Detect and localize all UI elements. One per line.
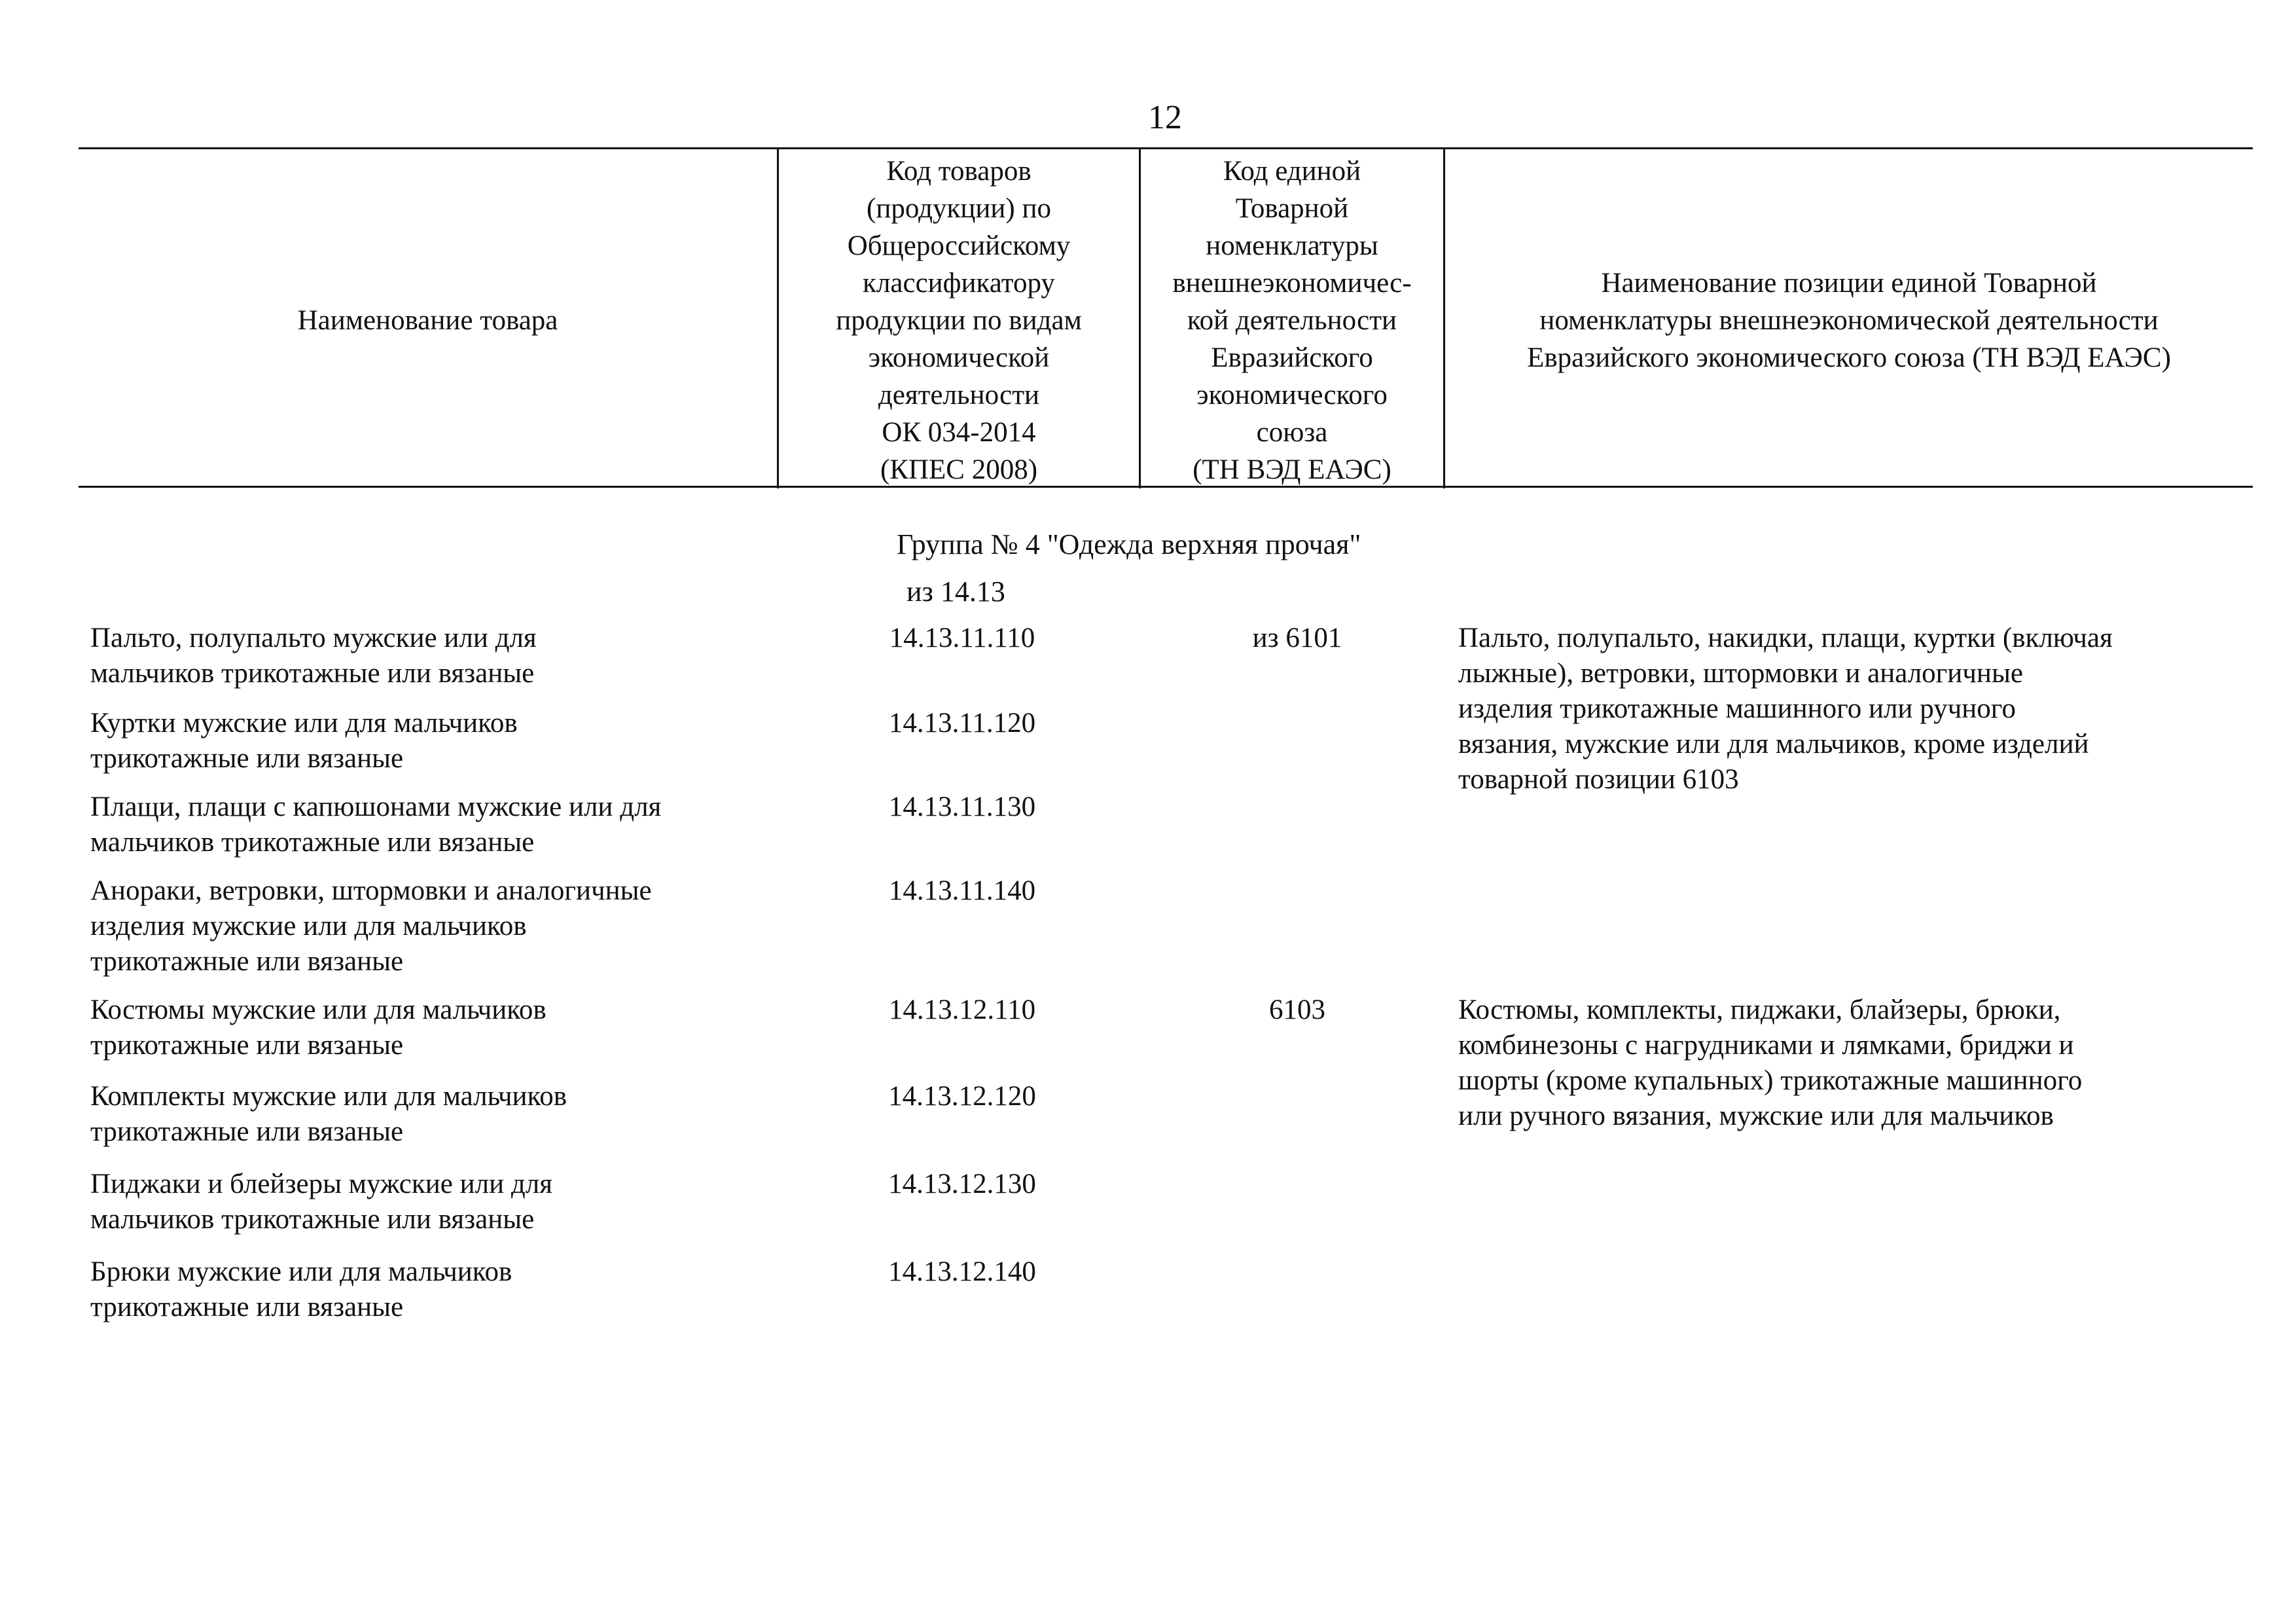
okpd-code: 14.13.11.140 [888,875,1036,906]
okpd-code: 14.13.12.140 [888,1256,1036,1287]
okpd-code: 14.13.12.110 [888,994,1036,1025]
product-name: Пальто, полупальто мужские или для мальчиков трикотажные или вязаные [90,623,537,689]
table-header-bottom-rule [79,486,2253,488]
tnved-code: из 6101 [1252,623,1342,653]
header-okpd-code: Код товаров (продукции) по Общероссийскому классификатору продукции по видам экономической деятельности ОК 034-2014 (КПЕС 2008) [836,155,1082,485]
header-product-name: Наименование товара [297,304,558,336]
okpd-code: 14.13.12.130 [888,1169,1036,1199]
header-tnved-position-name: Наименование позиции единой Товарной номенклатуры внешнеэкономической деятельности Евразийского экономического союза (ТН ВЭД ЕАЭС) [1527,267,2171,373]
group-code: из 14.13 [906,575,1005,608]
tnved-code: 6103 [1269,994,1325,1025]
product-name: Брюки мужские или для мальчиков трикотажные или вязаные [90,1256,512,1322]
product-name: Плащи, плащи с капюшонами мужские или для мальчиков трикотажные или вязаные [90,792,662,858]
okpd-code: 14.13.11.130 [888,792,1036,822]
product-name: Анораки, ветровки, штормовки и аналогичные изделия мужские или для мальчиков трикотажные или вязаные [90,875,652,977]
tnved-position-description: Пальто, полупальто, накидки, плащи, куртки (включая лыжные), ветровки, штормовки и аналогичные изделия трикотажные машинного или ручного вязания, мужские или для мальчиков, кроме изделий товарной позиции 6103 [1458,623,2113,795]
group-title: Группа № 4 "Одежда верхняя прочая" [897,528,1361,560]
tnved-position-description: Костюмы, комплекты, пиджаки, блайзеры, брюки, комбинезоны с нагрудниками и лямками, бриджи и шорты (кроме купальных) трикотажные машинного или ручного вязания, мужские или для мальчиков [1458,994,2083,1131]
okpd-code: 14.13.11.110 [889,623,1035,653]
okpd-code: 14.13.12.120 [888,1081,1036,1112]
okpd-code: 14.13.11.120 [888,708,1036,739]
page-number: 12 [1148,99,1182,136]
product-name: Комплекты мужские или для мальчиков трикотажные или вязаные [90,1081,567,1147]
table-top-rule [79,147,2253,149]
product-name: Костюмы мужские или для мальчиков трикотажные или вязаные [90,994,547,1061]
product-name: Пиджаки и блейзеры мужские или для мальчиков трикотажные или вязаные [90,1169,552,1235]
header-tnved-code: Код единой Товарной номенклатуры внешнеэкономичес- кой деятельности Евразийского экономического союза (ТН ВЭД ЕАЭС) [1172,155,1412,485]
product-name: Куртки мужские или для мальчиков трикотажные или вязаные [90,708,518,774]
